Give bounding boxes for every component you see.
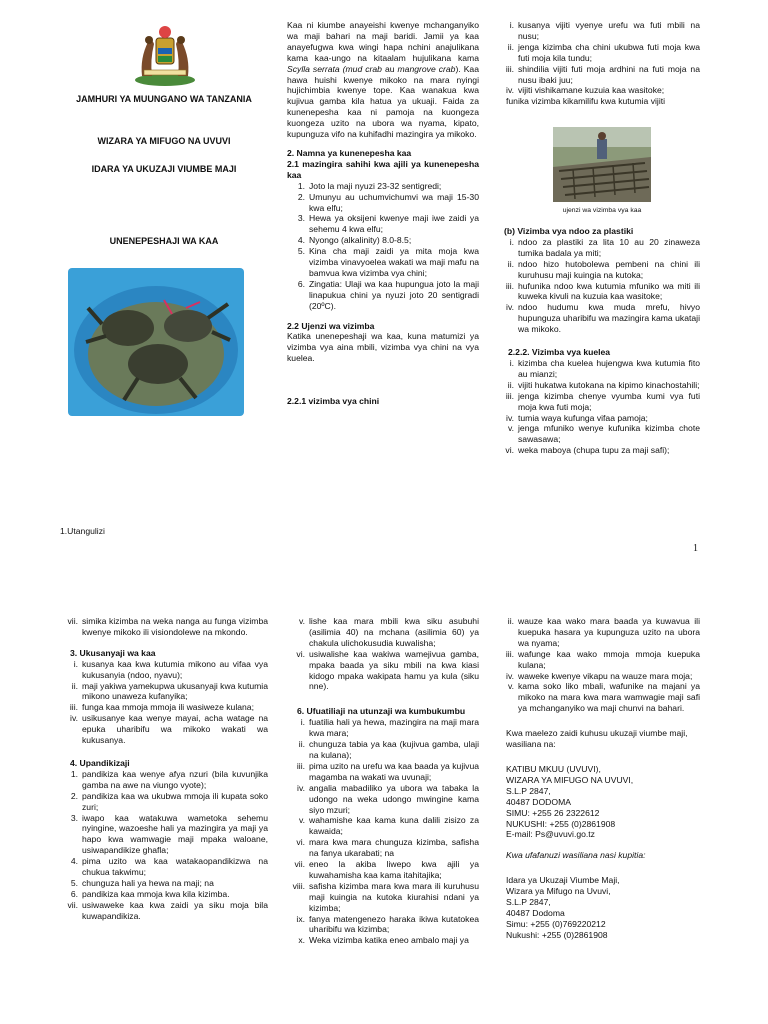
list-item-text: hufunika ndoo kwa kutumia mfuniko wa miti ili kuweka kivuli na kuzuia kaa wasitoke; — [518, 280, 700, 302]
address-line: 40487 DODOMA — [506, 796, 571, 807]
list-item-text: wafunge kaa wako mmoja mmoja kuepuka kulana; — [518, 648, 700, 670]
address-line: KATIBU MKUU (UVUVI), — [506, 763, 601, 774]
list-item-number: ii. — [507, 379, 514, 390]
list-item-number: v. — [507, 681, 514, 692]
list-item-number: ii. — [507, 41, 514, 52]
list-item-text: jenga kizimba cha chini ukubwa futi moja kwa futi moja kila tundu; — [518, 41, 700, 63]
list-item-text: pandikiza kaa wa ukubwa mmoja ili kupata soko zuri; — [82, 790, 268, 812]
list-item-number: iii. — [505, 280, 514, 291]
list-item-text: Umunyu au uchumvichumvi wa maji 15-30 kwa elfu; — [309, 191, 479, 213]
list-item — [287, 192, 479, 214]
list-item-text: simika kizimba na weka nanga au funga vizimba kwenye mikoko ili visiondolewe na mkondo. — [82, 616, 268, 637]
list-item-text: Hewa ya oksijeni kwenye maji iwe zaidi ya sehemu 4 kwa elfu; — [309, 213, 479, 235]
list-item-text: pandikiza kaa wenye afya nzuri (bila kuvunjika gamba na awe na viungo vyote); — [82, 768, 268, 790]
address-line: Simu: +255 (0)769220212 — [506, 918, 606, 929]
page2-middle-column — [287, 616, 479, 946]
page2-left-column — [60, 616, 268, 922]
list-item-number: vii. — [67, 616, 78, 626]
list-item — [496, 64, 700, 86]
list-item-number: 6. — [297, 278, 305, 289]
list-item — [496, 281, 700, 303]
section-3-heading: 3. Ukusanyaji wa kaa — [70, 647, 156, 658]
list-item — [287, 815, 479, 837]
list-item — [287, 616, 479, 649]
list-item-text: pandikiza kaa mmoja kwa kila kizimba. — [82, 888, 230, 899]
address-line: NUKUSHI: +255 (0)2861908 — [506, 818, 616, 829]
section-2-2-2-heading: 2.2.2. Vizimba vya kuelea — [508, 347, 611, 358]
document-title: UNENEPESHAJI WA KAA — [109, 236, 219, 246]
list-item-text: jenga kizimba chenye vyumba kumi vya futi moja kwa futi moja; — [518, 390, 700, 412]
list-item-text: usiwalishe kaa wakiwa wamejivua gamba, mpaka baada ya siku mbili na kwa kiasi kidogo mpaka wakipata hamu ya kula (siku nne). — [309, 648, 479, 692]
list-item-text: vijiti vishikamane kuzuia kaa wasitoke; — [518, 85, 665, 96]
list-item-text: pima uzito na urefu wa kaa baada ya kujivua magamba na wakati wa uvunaji; — [309, 760, 479, 782]
list-item — [287, 837, 479, 859]
list-item-text: chunguza tabia ya kaa (kujivua gamba, ulaji na kulana); — [309, 739, 479, 760]
contact-intro: Kwa maelezo zaidi kuhusu ukuzaji viumbe maji, wasiliana na: — [506, 728, 688, 750]
department-address — [496, 875, 700, 940]
intro-paragraph: Kaa ni kiumbe anayeishi kwenye mchanganyiko wa maji bahari na maji baridi. Jamii ya kaa anayefugwa kwa wingi hapa nchini anajulikana kama kaa-ungo na kitaalam hujulikana kama Scylla serrata (mud crab au mangrove crab). Kaa hawa huishi kwenye mikoko na mara nyingi hujichimbia kwenye tope. Kaa wanakua kwa kujivua gamba kila hatua ya ukuaji. Faida za kunenepesha kaa ni pamoja na kuongeza kuongeza uzito na ubora wa nyama, kipato, kupunguza vifo na kuhifadhi mazingira ya mikoko. — [287, 20, 479, 140]
list-item — [60, 713, 268, 746]
list-item — [60, 900, 268, 922]
cage-construction-photo — [553, 127, 651, 202]
list-item — [496, 391, 700, 413]
ground-cage-steps — [496, 20, 700, 96]
cage-cover-note: funika vizimba kikamilifu kwa kutumia vijiti — [506, 96, 666, 107]
list-item-number: ii. — [507, 616, 514, 626]
list-item — [287, 761, 479, 783]
address-line: Idara ya Ukuzaji Viumbe Maji, — [506, 875, 620, 886]
list-item — [287, 859, 479, 881]
list-item — [496, 423, 700, 445]
list-item-text: Zingatia: Ulaji wa kaa hupungua joto la maji linapukua chini ya nyuzi joto 20 sentigradi (20ºC). — [309, 278, 479, 311]
list-item — [496, 259, 700, 281]
list-item — [60, 878, 268, 889]
list-item-text: vijiti hukatwa kutokana na kipimo kinachostahili; — [518, 379, 700, 390]
section-2-1-heading: 2.1 mazingira sahihi kwa ajili ya kunenepesha kaa — [287, 158, 479, 180]
list-item-text: Joto la maji nyuzi 23-32 sentigredi; — [309, 180, 442, 191]
address-line: E-mail: Ps@uvuvi.go.tz — [506, 829, 595, 840]
list-item-text: shindilia vijiti futi moja ardhini na futi moja na nusu ibaki juu; — [518, 63, 700, 85]
list-item-number: v. — [298, 616, 305, 626]
list-item — [287, 739, 479, 761]
address-line: WIZARA YA MIFUGO NA UVUVI, — [506, 774, 634, 785]
list-item — [287, 935, 479, 946]
list-item-text: kama soko liko mbali, wafunike na majani ya mikoko na mara kwa mara wamwagie maji safi ya mchanganyiko wa maji chunvi na bahari. — [518, 681, 700, 714]
list-item-text: iwapo kaa watakuwa wametoka sehemu nyingine, wazoeshe hali ya mazingira ya maji ya hapo kwa wamwagie maji mpaka waloane, usiwapandikize ghafla; — [82, 812, 268, 856]
list-item — [60, 702, 268, 713]
list-item-number: iv. — [506, 302, 514, 313]
list-item-number: iv. — [506, 85, 514, 96]
list-item-text: jenga mfuniko wenye kufunika kizimba chote sawasawa; — [518, 423, 700, 445]
section-6-heading: 6. Ufuatiliaji na utunzaji wa kumbukumbu — [297, 706, 466, 717]
list-item-text: ndoo za plastiki za lita 10 au 20 zinaweza tumika badala ya miti; — [518, 236, 700, 258]
conditions-list — [287, 181, 479, 312]
list-item — [287, 914, 479, 936]
list-item-number: i. — [73, 658, 78, 669]
list-item-number: i. — [509, 236, 514, 247]
list-item — [60, 813, 268, 857]
address-line: Wizara ya Mifugo na Uvuvi, — [506, 886, 611, 897]
list-item-text: Kina cha maji zaidi ya mita moja kwa vizimba vinavyoelea wakati wa maji mafu na bamvua kwa vizimba vya chini; — [309, 246, 479, 278]
list-item — [287, 649, 479, 693]
ministry-heading: WIZARA YA MIFUGO NA UVUVI — [97, 136, 231, 146]
list-item-number: 4. — [70, 856, 78, 867]
list-item-text: funga kaa mmoja mmoja ili wasiweze kulana; — [82, 702, 254, 713]
list-item-number: v. — [507, 423, 514, 434]
feeding-list — [287, 616, 479, 692]
list-item — [496, 237, 700, 259]
list-item — [496, 671, 700, 682]
list-item-number: 5. — [70, 877, 78, 888]
contact-intro-2: Kwa ufafanuzi wasiliana nasi kupitia: — [506, 850, 646, 861]
list-item — [287, 717, 479, 739]
list-item — [496, 649, 700, 671]
list-item-text: kizimba cha kuelea hujengwa kwa kutumia fito au mianzi; — [518, 357, 700, 379]
list-item — [496, 445, 700, 456]
list-item — [496, 85, 700, 96]
list-item — [496, 42, 700, 64]
list-item-number: 3. — [297, 213, 305, 224]
list-item-number: 1. — [70, 768, 78, 779]
address-line: 40487 Dodoma — [506, 907, 565, 918]
list-item — [60, 681, 268, 703]
list-item — [496, 20, 700, 42]
list-item-number: vi. — [505, 445, 514, 456]
ministry-address — [496, 764, 700, 840]
page-2 — [0, 600, 768, 1024]
list-item-number: 5. — [297, 246, 305, 257]
list-item-number: i. — [509, 20, 514, 30]
list-item-number: vii. — [67, 899, 78, 910]
list-item-number: ii. — [71, 680, 78, 691]
list-item-text: wauze kaa wako mara baada ya kuwavua ili kuepuka hasara ya kupunguza uzito na ubora wa nyama; — [518, 616, 700, 648]
list-item — [60, 616, 268, 638]
list-item-number: 6. — [70, 888, 78, 899]
page2-right-column — [496, 616, 700, 941]
list-item-number: iv. — [70, 713, 78, 724]
crabs-in-basin-photo — [68, 268, 244, 416]
list-item-text: wahamishe kaa kama kuna dalili zisizo za kawaida; — [309, 815, 479, 837]
anchor-step — [60, 616, 268, 638]
list-item-text: ndoo hudumu kwa muda mrefu, hivyo hupunguza uharibifu wa mazingira kama ukataji wa mikoko. — [518, 302, 700, 335]
list-item — [287, 246, 479, 279]
list-item — [287, 235, 479, 246]
section-b-heading: (b) Vizimba vya ndoo za plastiki — [504, 226, 634, 236]
stocking-list — [60, 769, 268, 900]
list-item-number: v. — [298, 815, 305, 826]
list-item-text: Nyongo (alkalinity) 8.0-8.5; — [309, 235, 412, 246]
list-item-text: waweke kwenye vikapu na wauze mara moja; — [518, 670, 693, 681]
address-line: S.L.P 2847, — [506, 897, 551, 908]
list-item-number: iii. — [296, 760, 305, 771]
list-item-text: usikusanye kaa wenye mayai, acha watage na epuka uharibifu wa mikoko wakati wa kukusanya. — [82, 713, 268, 746]
list-item-text: lishe kaa mara mbili kwa siku asubuhi (asilimia 40) na mchana (asilimia 60) ya chakula ulichokusudia kuwalisha; — [309, 616, 479, 648]
list-item-text: safisha kizimba mara kwa mara ili kuruhusu maji kuingia na kutoka kiurahisi ndani ya kizimba; — [309, 880, 479, 913]
list-item-text: fuatilia hali ya hewa, mazingira na maji mara kwa mara; — [309, 717, 479, 739]
marketing-list — [496, 616, 700, 714]
list-item — [287, 881, 479, 914]
list-item-number: 3. — [70, 812, 78, 823]
list-item — [60, 856, 268, 878]
list-item-number: ii. — [507, 258, 514, 269]
list-item — [287, 213, 479, 235]
list-item-number: 2. — [297, 191, 305, 202]
list-item-number: vii. — [294, 859, 305, 870]
list-item-number: iv. — [506, 412, 514, 423]
list-item — [496, 358, 700, 380]
address-line: Nukushi: +255 (0)2861908 — [506, 929, 608, 940]
page-number: 1 — [693, 543, 698, 554]
section-2-2-heading: 2.2 Ujenzi wa vizimba — [287, 320, 375, 331]
list-item-number: ii. — [298, 739, 305, 750]
list-item-number: x. — [298, 935, 305, 946]
list-item — [287, 783, 479, 816]
list-item-number: iii. — [505, 63, 514, 74]
page1-right-column-lower — [496, 226, 700, 456]
list-item-number: ix. — [296, 913, 305, 924]
section-2-2-text: Katika unenepeshaji wa kaa, kuna matumizi ya vizimba vya aina mbili, vizimba vya chini na vya kuelea. — [287, 331, 479, 364]
list-item-number: vi. — [296, 648, 305, 659]
list-item-text: fanya matengenezo haraka ikiwa kutatokea uharibifu wa kizimba; — [309, 913, 479, 935]
list-item-text: pima uzito wa kaa watakaopandikizwa na chukua takwimu; — [82, 856, 268, 878]
list-item — [496, 413, 700, 424]
list-item-number: 4. — [297, 235, 305, 246]
list-item-number: iii. — [505, 648, 514, 659]
department-heading: IDARA YA UKUZAJI VIUMBE MAJI — [91, 164, 237, 174]
cage-photo-caption: ujenzi wa vizimba vya kaa — [562, 207, 642, 214]
address-line: SIMU: +255 26 2322612 — [506, 807, 600, 818]
list-item-text: eneo la akiba liwepo kwa ajili ya kuwahamisha kaa kama itahitajika; — [309, 859, 479, 880]
list-item-number: iii. — [69, 702, 78, 713]
section-4-heading: 4. Upandikizaji — [70, 757, 130, 768]
list-item-text: ndoo hizo hutobolewa pembeni na chini ili kuruhusu maji kuingia na kutoka; — [518, 258, 700, 280]
collection-list — [60, 659, 268, 746]
list-item — [287, 279, 479, 312]
list-item-number: iv. — [297, 782, 305, 793]
list-item — [60, 889, 268, 900]
list-item-text: maji yakiwa yamekupwa ukusanyaji kwa kutumia mikono unaweza kufanyika; — [82, 680, 268, 702]
stocking-extra — [60, 900, 268, 922]
bucket-cage-steps — [496, 237, 700, 335]
list-item — [60, 769, 268, 791]
list-item — [496, 616, 700, 649]
page1-right-column — [496, 20, 700, 107]
list-item — [60, 791, 268, 813]
list-item — [496, 380, 700, 391]
list-item-number: iv. — [506, 670, 514, 681]
list-item-number: i. — [509, 357, 514, 368]
list-item — [287, 181, 479, 192]
list-item-number: 1. — [297, 180, 305, 191]
list-item-text: tumia waya kufunga vifaa pamoja; — [518, 412, 648, 423]
introduction-heading: 1.Utangulizi — [60, 526, 105, 536]
list-item-number: 2. — [70, 790, 78, 801]
list-item-text: kusanya kaa kwa kutumia mikono au vifaa vya kukusanyia (ndoo, nyavu); — [82, 658, 268, 680]
floating-cage-steps — [496, 358, 700, 456]
coat-of-arms-icon — [130, 18, 200, 88]
section-2-heading: 2. Namna ya kunenepesha kaa — [287, 147, 412, 158]
section-2-2-1-heading: 2.2.1 vizimba vya chini — [287, 396, 380, 407]
list-item-text: Weka vizimba katika eneo ambalo maji ya — [309, 935, 469, 946]
list-item-text: mara kwa mara chunguza kizimba, safisha na fanya ukarabati; na — [309, 837, 479, 859]
list-item-number: iii. — [505, 390, 514, 401]
list-item-text: angalia mabadiliko ya ubora wa tabaka la udongo na weka udongo mwingine kama siyo mzuri; — [309, 782, 479, 815]
list-item-text: chunguza hali ya hewa na maji; na — [82, 877, 214, 888]
list-item-text: weka maboya (chupa tupu za maji safi); — [518, 445, 670, 456]
address-line: S.L.P 2847, — [506, 785, 551, 796]
list-item-text: usiwaweke kaa kwa zaidi ya siku moja bila kuwapandikiza. — [82, 899, 268, 921]
list-item — [496, 302, 700, 335]
monitoring-list — [287, 717, 479, 946]
list-item-text: kusanya vijiti vyenye urefu wa futi mbili na nusu; — [518, 20, 700, 41]
page1-middle-column — [287, 20, 479, 407]
list-item-number: i. — [300, 717, 305, 728]
list-item-number: vi. — [296, 837, 305, 848]
list-item-number: viii. — [292, 880, 305, 891]
list-item — [496, 681, 700, 714]
list-item — [60, 659, 268, 681]
country-heading: JAMHURI YA MUUNGANO WA TANZANIA — [76, 94, 252, 104]
